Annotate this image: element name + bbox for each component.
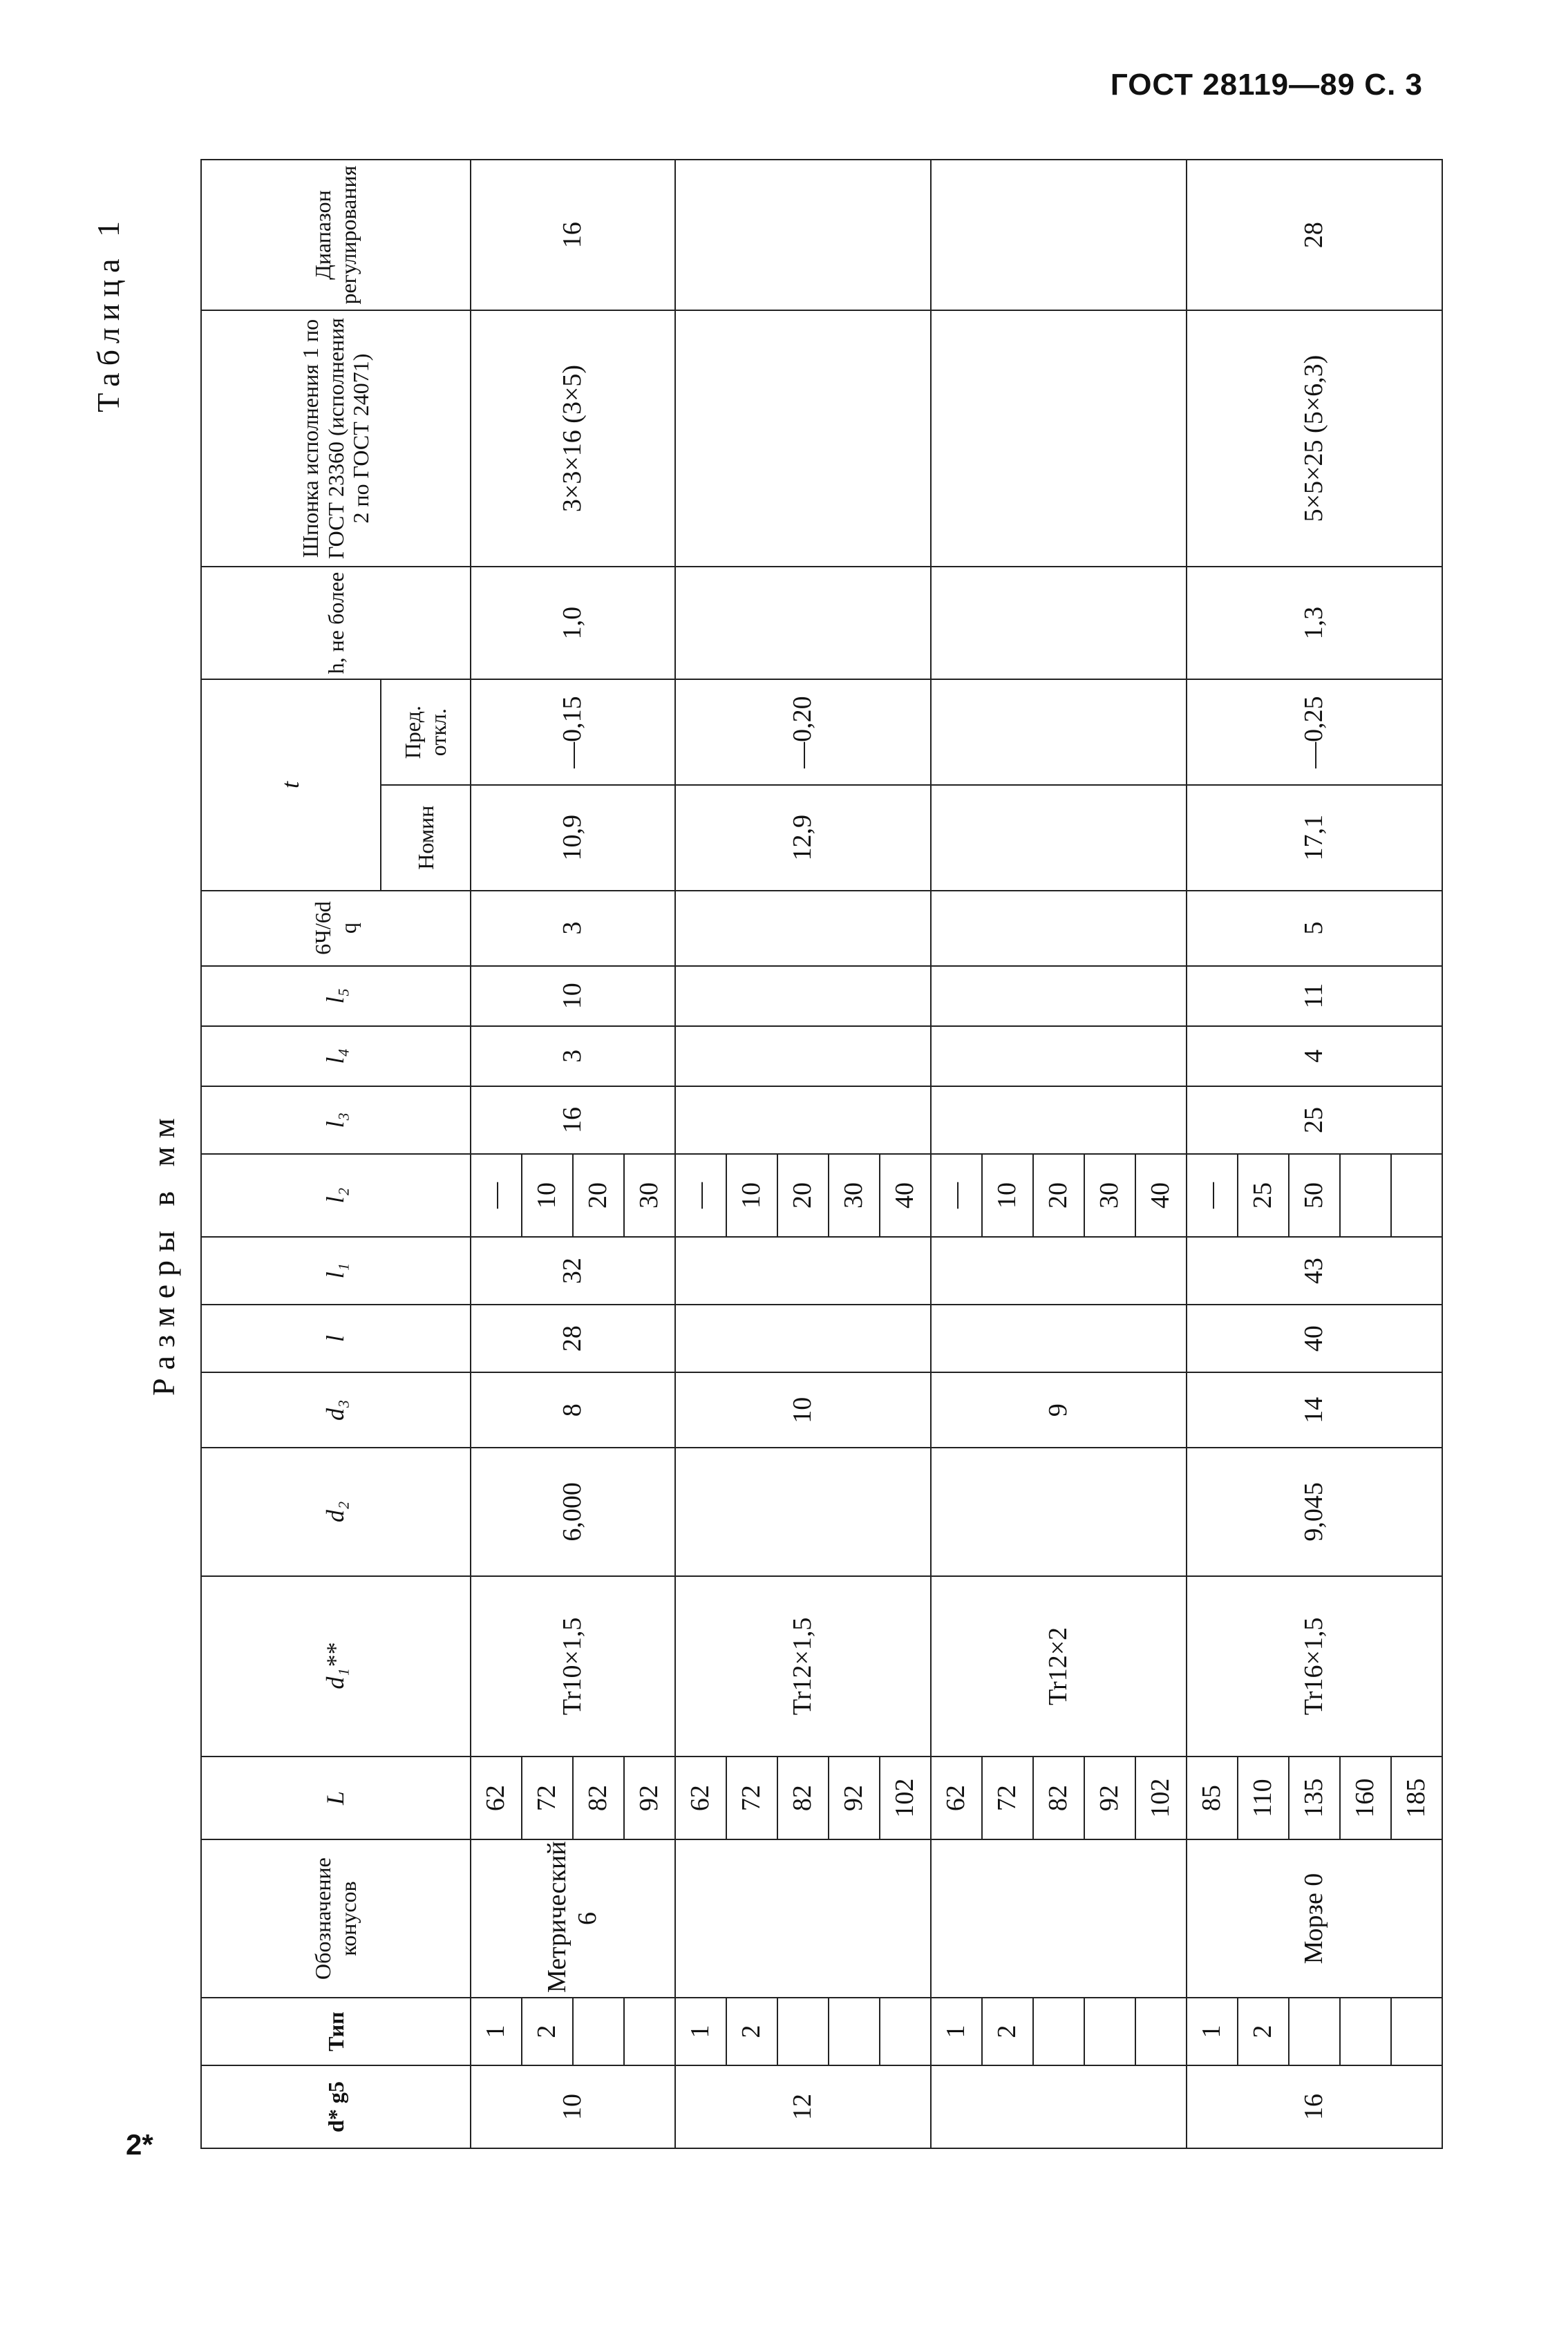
cell-type [624,1998,675,2065]
cell-d1: Tr10×1,5 [471,1576,675,1757]
cell-thread [675,891,931,966]
cell-l2: 40 [1135,1154,1187,1237]
cell-d3: 14 [1187,1372,1442,1448]
cell-d1: Tr16×1,5 [1187,1576,1442,1757]
cell-l3: 25 [1187,1086,1442,1154]
cell-l2: 50 [1289,1154,1340,1237]
cell-l2: 25 [1238,1154,1289,1237]
cell-h: 1,0 [471,567,675,680]
cell-d2: 6,000 [471,1448,675,1575]
cell-type [880,1998,931,2065]
table-row [931,160,982,2148]
cell-d: 16 [1187,2065,1442,2148]
cell-l2: 20 [777,1154,829,1237]
cell-range [675,160,931,310]
cell-L: 185 [1391,1757,1442,1839]
cell-l4 [931,1026,1187,1086]
cell-l2: 30 [1084,1154,1135,1237]
cell-key [931,310,1187,567]
col-l5: l₅ [201,966,471,1026]
cell-L: 82 [1033,1757,1084,1839]
cell-t_nom: 10,9 [471,785,675,891]
cell-range: 28 [1187,160,1442,310]
cell-l [675,1305,931,1372]
cell-l2: — [675,1154,726,1237]
cell-l2: 10 [726,1154,777,1237]
cell-cone [675,1839,931,1998]
cell-L: 82 [573,1757,624,1839]
col-l4: l₄ [201,1026,471,1086]
cell-l2: 30 [829,1154,880,1237]
cell-l5 [931,966,1187,1026]
cell-l2: — [471,1154,522,1237]
dimensions-table [200,159,1443,2149]
cell-d2: 9,045 [1187,1448,1442,1575]
header-row-1 [201,160,381,2148]
cell-l4: 3 [471,1026,675,1086]
cell-l2: — [931,1154,982,1237]
cell-type: 2 [982,1998,1033,2065]
cell-l5: 10 [471,966,675,1026]
units-caption: Размеры в мм [146,1110,181,1396]
cell-l1: 43 [1187,1237,1442,1305]
cell-l5 [675,966,931,1026]
cell-l4 [675,1026,931,1086]
cell-type [573,1998,624,2065]
cell-l: 28 [471,1305,675,1372]
col-type: Тип [201,1998,471,2065]
cell-L: 72 [726,1757,777,1839]
cell-d2 [675,1448,931,1575]
cell-d1: Tr12×2 [931,1576,1187,1757]
col-range: Диапазон регулирования [201,160,471,310]
cell-d: 12 [675,2065,931,2148]
cell-type: 2 [522,1998,573,2065]
cell-type: 1 [471,1998,522,2065]
cell-L: 92 [829,1757,880,1839]
cell-l2: 20 [573,1154,624,1237]
cell-l2 [1391,1154,1442,1237]
cell-l2: 10 [982,1154,1033,1237]
cell-thread [931,891,1187,966]
cell-key: 5×5×25 (5×6,3) [1187,310,1442,567]
cell-range: 16 [471,160,675,310]
cell-L: 92 [1084,1757,1135,1839]
cell-d3: 9 [931,1372,1187,1448]
cell-range [931,160,1187,310]
cell-l2: 40 [880,1154,931,1237]
cell-h: 1,3 [1187,567,1442,680]
cell-t_nom: 12,9 [675,785,931,891]
table-row [675,160,726,2148]
cell-type: 1 [675,1998,726,2065]
table-body [471,160,1442,2148]
cell-l2: 30 [624,1154,675,1237]
cell-t_dev: —0,20 [675,679,931,785]
cell-L: 92 [624,1757,675,1839]
cell-thread: 5 [1187,891,1442,966]
cell-t_dev: —0,15 [471,679,675,785]
col-L: L [201,1757,471,1839]
cell-h [931,567,1187,680]
cell-type: 2 [1238,1998,1289,2065]
cell-h [675,567,931,680]
cell-cone [931,1839,1187,1998]
table-caption: Таблица 1 [91,214,126,413]
cell-thread: 3 [471,891,675,966]
rotated-table-area [91,152,1444,2156]
cell-type: 1 [931,1998,982,2065]
cell-d3: 8 [471,1372,675,1448]
cell-l3 [675,1086,931,1154]
cell-type [777,1998,829,2065]
cell-type [1340,1998,1391,2065]
cell-d [931,2065,1187,2148]
cell-L: 102 [880,1757,931,1839]
cell-t_dev: —0,25 [1187,679,1442,785]
cell-L: 62 [931,1757,982,1839]
col-l1: l₁ [201,1237,471,1305]
cell-l2: 10 [522,1154,573,1237]
cell-type [1135,1998,1187,2065]
table-row [471,160,522,2148]
cell-type [1391,1998,1442,2065]
cell-t_nom: 17,1 [1187,785,1442,891]
cell-L: 135 [1289,1757,1340,1839]
cell-d1: Tr12×1,5 [675,1576,931,1757]
cell-L: 110 [1238,1757,1289,1839]
cell-l4: 4 [1187,1026,1442,1086]
cell-l1: 32 [471,1237,675,1305]
cell-l: 40 [1187,1305,1442,1372]
col-h: h, не более [201,567,471,680]
col-t-nom: Номин [381,785,471,891]
col-d2: d₂ [201,1448,471,1575]
col-key: Шпонка исполнения 1 по ГОСТ 23360 (исполнения 2 по ГОСТ 24071) [201,310,471,567]
cell-L: 82 [777,1757,829,1839]
col-d3: d₃ [201,1372,471,1448]
col-l: l [201,1305,471,1372]
cell-cone: Морзе 0 [1187,1839,1442,1998]
cell-l3 [931,1086,1187,1154]
cell-l2: 20 [1033,1154,1084,1237]
col-d: d* g5 [201,2065,471,2148]
cell-type [1289,1998,1340,2065]
cell-t_dev [931,679,1187,785]
cell-l2: — [1187,1154,1238,1237]
cell-L: 72 [522,1757,573,1839]
cell-type: 1 [1187,1998,1238,2065]
cell-L: 85 [1187,1757,1238,1839]
cell-type [1033,1998,1084,2065]
cell-t_nom [931,785,1187,891]
cell-L: 160 [1340,1757,1391,1839]
cell-l5: 11 [1187,966,1442,1026]
cell-l1 [931,1237,1187,1305]
cell-L: 102 [1135,1757,1187,1839]
cell-l [931,1305,1187,1372]
col-l2: l₂ [201,1154,471,1237]
cell-key: 3×3×16 (3×5) [471,310,675,567]
col-t-dev: Пред. откл. [381,679,471,785]
cell-d3: 10 [675,1372,931,1448]
cell-L: 72 [982,1757,1033,1839]
table-row [1187,160,1238,2148]
col-l3: l₃ [201,1086,471,1154]
cell-d2 [931,1448,1187,1575]
cell-d: 10 [471,2065,675,2148]
cell-L: 62 [471,1757,522,1839]
col-t: t [201,679,381,890]
cell-l2 [1340,1154,1391,1237]
cell-l1 [675,1237,931,1305]
cell-cone: Метрический 6 [471,1839,675,1998]
cell-key [675,310,931,567]
col-cone: Обозначение конусов [201,1839,471,1998]
cell-type [1084,1998,1135,2065]
cell-L: 62 [675,1757,726,1839]
cell-type: 2 [726,1998,777,2065]
col-thread: 6Ч/6d q [201,891,471,966]
cell-l3: 16 [471,1086,675,1154]
cell-type [829,1998,880,2065]
col-d1: d₁** [201,1576,471,1757]
page-footer-mark: 2* [126,2128,153,2161]
page-header: ГОСТ 28119—89 С. 3 [1110,68,1423,102]
